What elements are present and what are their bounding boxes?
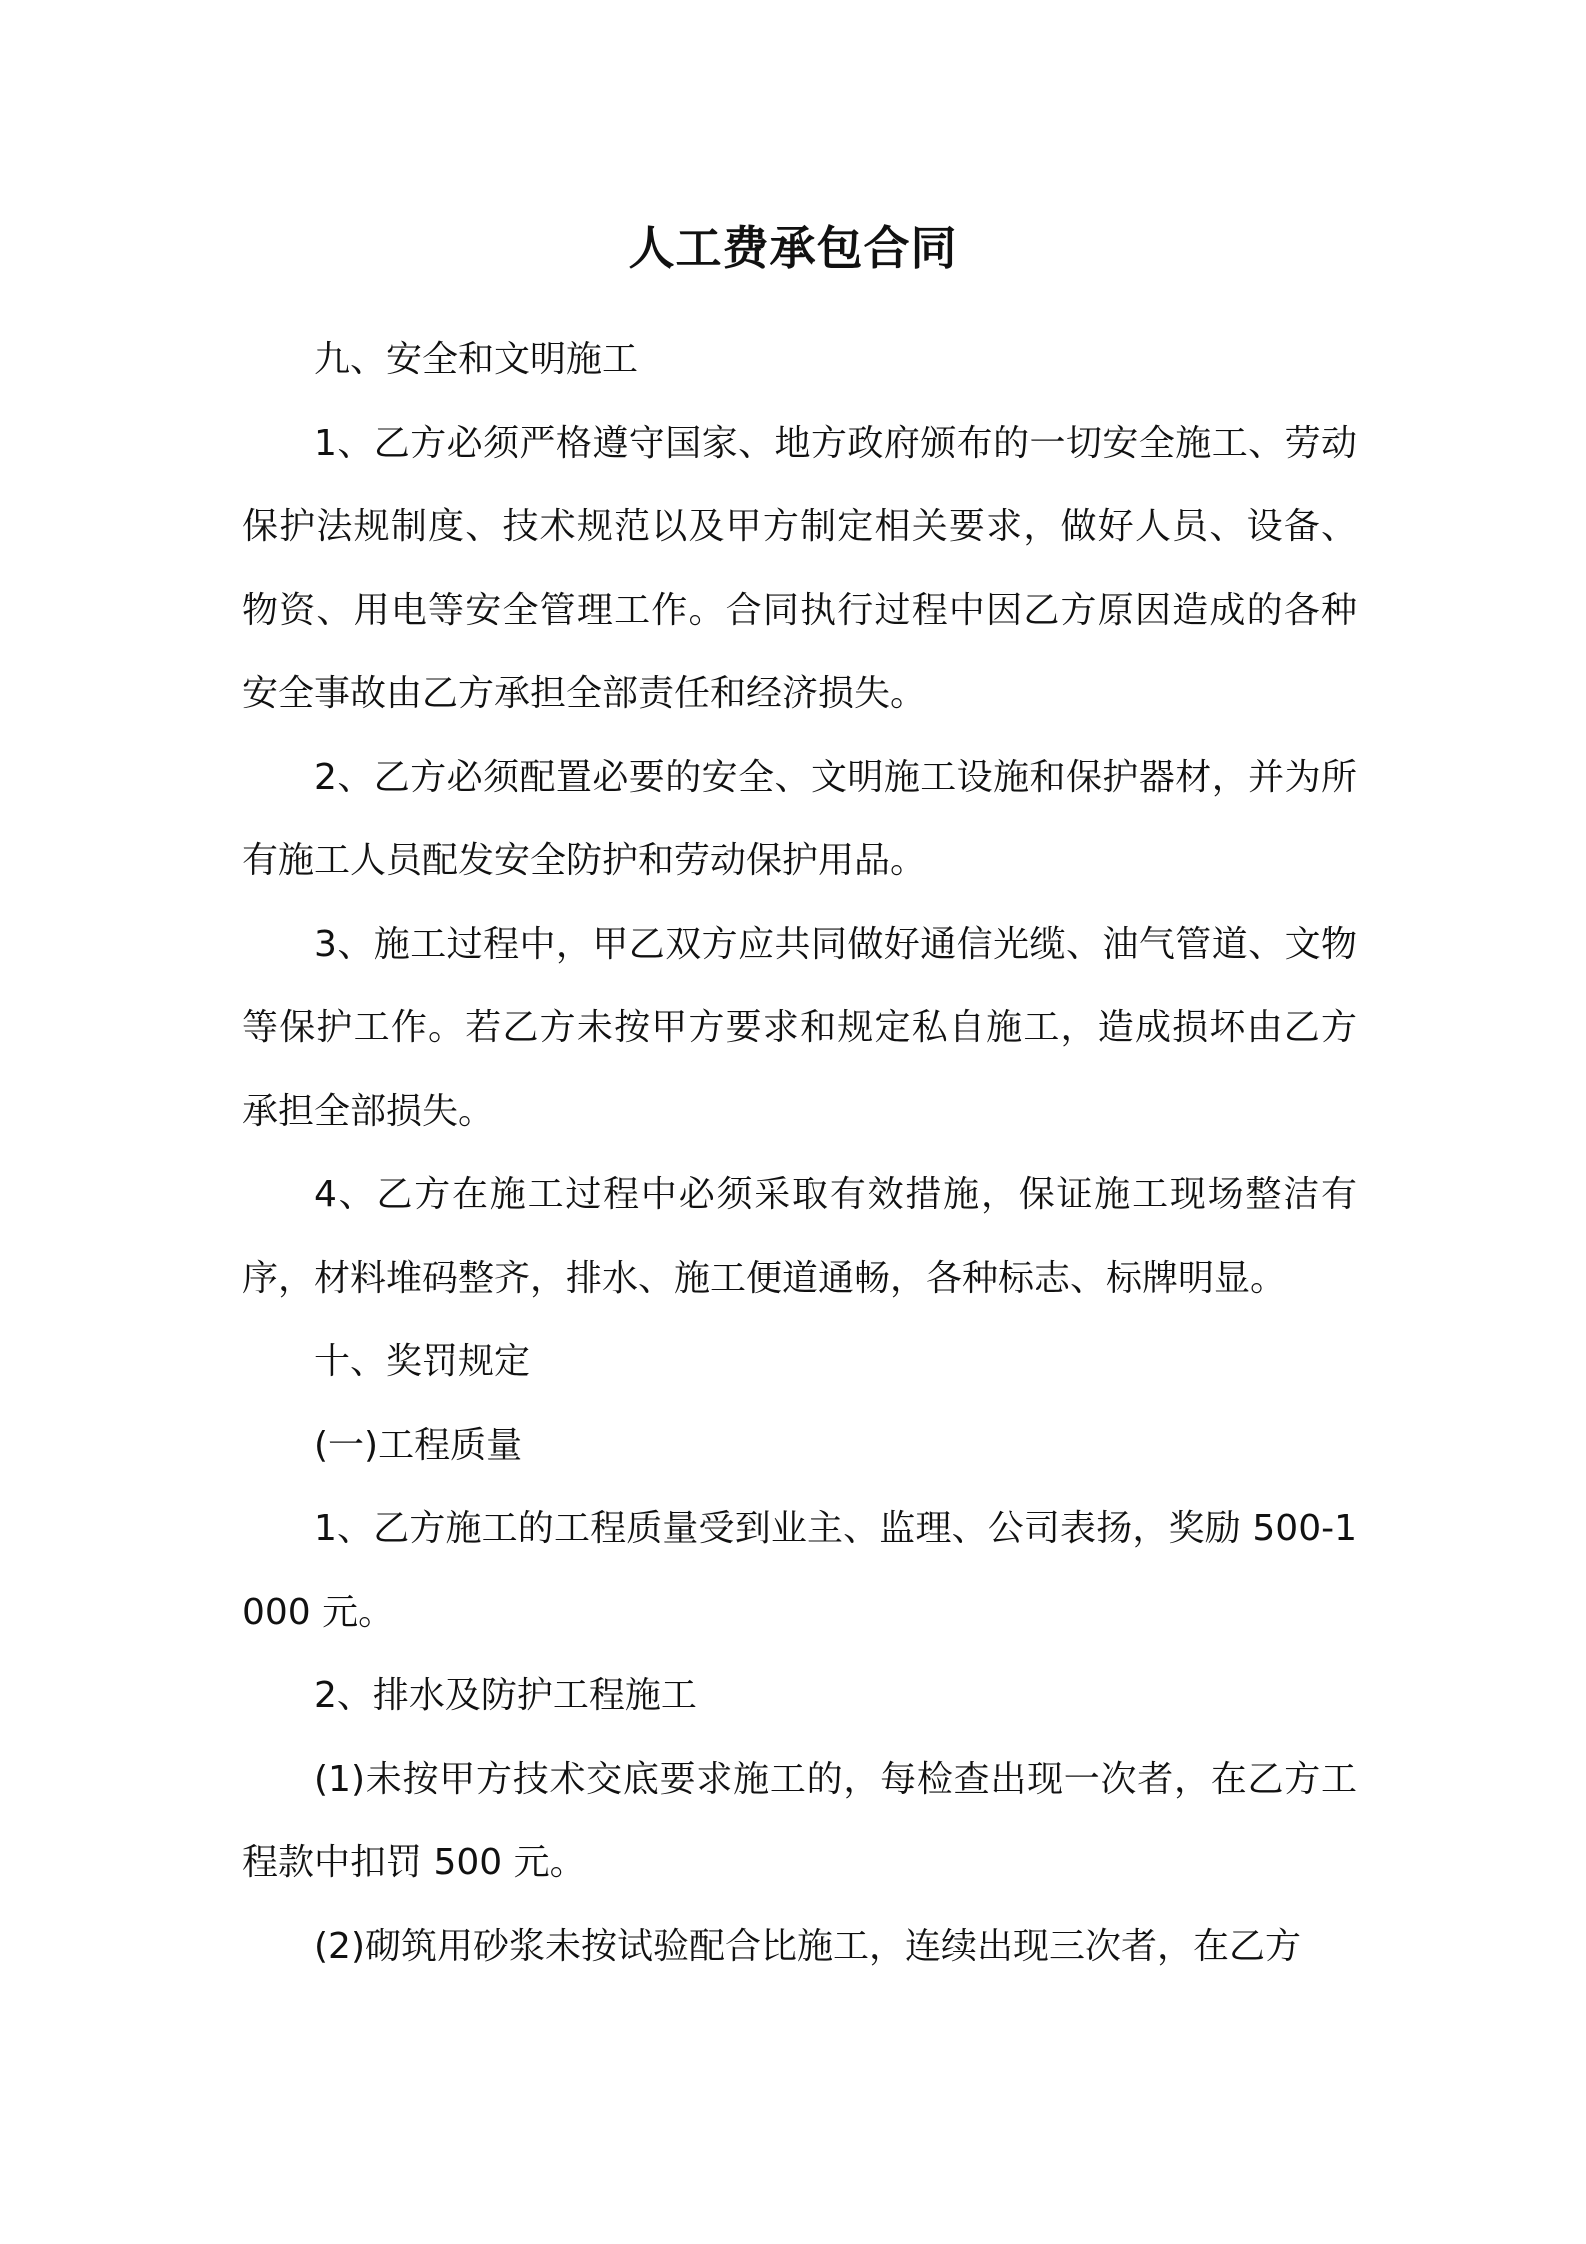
paragraph-quality-2: 2、排水及防护工程施工: [314, 1675, 697, 1716]
paragraph-safety-4: 4、乙方在施工过程中必须采取有效措施，保证施工现场整洁有序，材料堆码整齐，排水、施工便道通畅，各种标志、标牌明显。: [242, 1174, 1357, 1299]
paragraph-quality-2-2: (2)砌筑用砂浆未按试验配合比施工，连续出现三次者，在乙方: [314, 1925, 1301, 1967]
paragraph-safety-2: 2、乙方必须配置必要的安全、文明施工设施和保护器材，并为所有施工人员配发安全防护和劳动保护用品。: [242, 756, 1357, 881]
paragraph-safety-3: 3、施工过程中，甲乙双方应共同做好通信光缆、油气管道、文物等保护工作。若乙方未按甲方要求和规定私自施工，造成损坏由乙方承担全部损失。: [242, 923, 1357, 1132]
subsection-heading-quality: (一)工程质量: [314, 1424, 523, 1466]
section-heading-rewards: 十、奖罚规定: [314, 1341, 531, 1382]
paragraph-quality-1: 1、乙方施工的工程质量受到业主、监理、公司表扬，奖励 500-1000 元。: [242, 1508, 1357, 1633]
document-title: 人工费承包合同: [628, 221, 958, 275]
section-heading-safety: 九、安全和文明施工: [314, 339, 639, 380]
paragraph-safety-1: 1、乙方必须严格遵守国家、地方政府颁布的一切安全施工、劳动保护法规制度、技术规范以及甲方制定相关要求，做好人员、设备、物资、用电等安全管理工作。合同执行过程中因乙方原因造成的各种安全事故由乙方承担全部责任和经济损失。: [242, 422, 1357, 714]
paragraph-quality-2-1: (1)未按甲方技术交底要求施工的，每检查出现一次者，在乙方工程款中扣罚 500 元。: [242, 1758, 1357, 1883]
document-body: [242, 318, 1357, 1988]
